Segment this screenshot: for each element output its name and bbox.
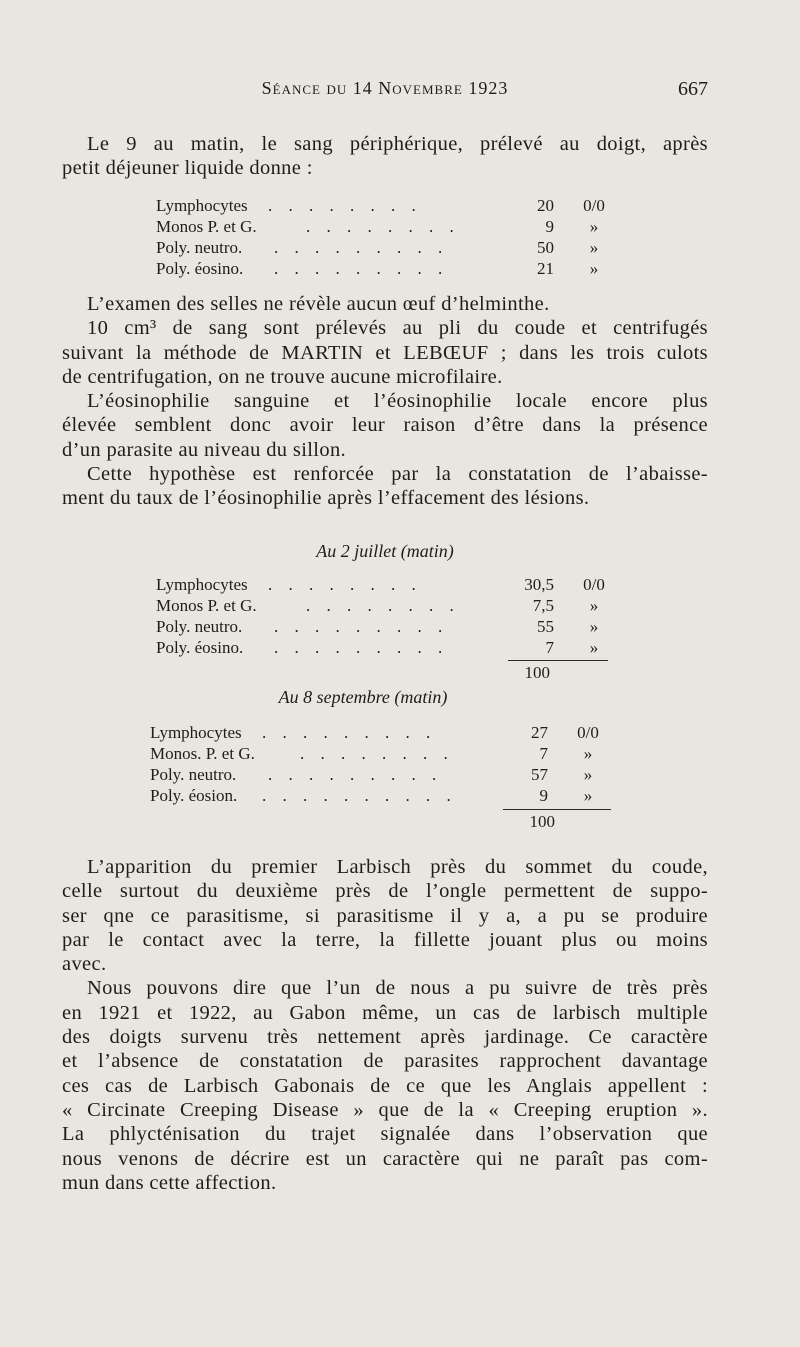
leader-dots: . . . . . . . . (300, 744, 454, 763)
text-line: avec. (62, 953, 107, 976)
intro-line: Le 9 au matin, le sang périphérique, prélevé au doigt, après (87, 133, 708, 155)
row-unit: » (589, 596, 599, 615)
text-line: Cette hypothèse est renforcée par la constatation de l’abaisse- (87, 463, 708, 486)
text-line: élevée semblent donc avoir leur raison d’être dans la présence (62, 414, 708, 437)
text-line: ser qne ce parasitisme, si parasitisme il y a, a pu se produire (62, 904, 708, 927)
table-row (150, 785, 620, 806)
row-label: Poly. neutro. (156, 617, 243, 636)
table-row (150, 722, 620, 743)
row-value: 30,5 (524, 575, 554, 594)
row-value: 7 (539, 744, 548, 763)
text-line: nous venons de décrire est un caractère qui ne paraît pas com- (62, 1147, 708, 1170)
table-row (156, 637, 626, 658)
leader-dots: . . . . . . . . . (268, 765, 443, 784)
row-value: 57 (531, 765, 548, 784)
text-line: ment du taux de l’éosinophilie après l’effacement des lésions. (62, 487, 590, 510)
row-label: Lymphocytes (150, 723, 242, 742)
text-line: Nous pouvons dire que l’un de nous a pu suivre de très près (87, 977, 708, 1000)
header-title: Séance du 14 Novembre 1923 (261, 78, 509, 98)
text-line: celle surtout du deuxième près de l’ongle permettent de suppo- (62, 880, 708, 903)
sum-rule (503, 809, 611, 810)
row-unit: » (583, 786, 593, 805)
row-value: 55 (537, 617, 554, 636)
text-line: mun dans cette affection. (62, 1171, 277, 1194)
row-unit: 0/0 (577, 723, 599, 742)
row-label: Poly. éosino. (156, 259, 244, 278)
leader-dots: . . . . . . . . (306, 596, 460, 615)
row-label: Monos P. et G. (156, 596, 257, 615)
leader-dots: . . . . . . . . . (262, 723, 437, 742)
row-unit: » (583, 744, 593, 763)
row-value: 9 (545, 217, 554, 236)
row-unit: 0/0 (583, 575, 605, 594)
row-label: Monos. P. et G. (150, 744, 255, 763)
row-value: 7,5 (532, 596, 554, 615)
table-row (156, 237, 626, 258)
row-label: Lymphocytes (156, 196, 248, 215)
row-label: Poly. éosion. (150, 786, 238, 805)
row-value: 9 (539, 786, 548, 805)
table-row (156, 595, 626, 616)
text-line: 10 cm³ de sang sont prélevés au pli du coude et centrifugés (87, 317, 708, 340)
row-label: Poly. neutro. (156, 238, 243, 257)
table-row (156, 258, 626, 279)
leader-dots: . . . . . . . . (268, 196, 422, 215)
row-unit: » (589, 617, 599, 636)
leader-dots: . . . . . . . . . (274, 259, 449, 278)
running-header (62, 78, 708, 102)
page-number: 667 (678, 78, 708, 100)
row-unit: 0/0 (583, 196, 605, 215)
row-unit: » (589, 259, 599, 278)
text-line: ces cas de Larbisch Gabonais de ce que les Anglais appellent : (62, 1074, 708, 1097)
text-line: « Circinate Creeping Disease » que de la « Creeping eruption ». (62, 1098, 708, 1121)
table-row (156, 195, 626, 216)
intro-line: petit déjeuner liquide donne : (62, 157, 313, 180)
table-total: 100 (524, 663, 550, 682)
row-label: Monos P. et G. (156, 217, 257, 236)
table-row (156, 616, 626, 637)
table-row (150, 764, 620, 785)
table-blood-count-9 (156, 195, 626, 279)
leader-dots: . . . . . . . . . . (262, 786, 457, 805)
table-blood-count-september (150, 722, 620, 806)
intro-paragraph (62, 132, 708, 181)
row-unit: » (589, 638, 599, 657)
table-title-september: Au 8 septembre (matin) (278, 687, 448, 707)
leader-dots: . . . . . . . . (268, 575, 422, 594)
row-unit: » (583, 765, 593, 784)
leader-dots: . . . . . . . . . (274, 638, 449, 657)
row-value: 7 (545, 638, 554, 657)
table-row (156, 216, 626, 237)
leader-dots: . . . . . . . . . (274, 238, 449, 257)
body-paragraphs-1 (62, 292, 708, 511)
text-line: des doigts survenu très nettement après jardinage. Ce caractère (62, 1026, 708, 1049)
row-label: Lymphocytes (156, 575, 248, 594)
text-line: en 1921 et 1922, au Gabon même, un cas de larbisch multiple (62, 1001, 708, 1024)
table-row (150, 743, 620, 764)
table-title-july: Au 2 juillet (matin) (316, 541, 454, 561)
row-label: Poly. éosino. (156, 638, 244, 657)
text-line: et l’absence de constatation de parasites rapprochent davantage (62, 1050, 708, 1073)
text-line: La phlycténisation du trajet signalée dans l’observation que (62, 1123, 708, 1146)
text-line: d’un parasite au niveau du sillon. (62, 438, 347, 461)
text-line: L’examen des selles ne révèle aucun œuf d’helminthe. (87, 293, 550, 315)
text-line: suivant la méthode de MARTIN et LEBŒUF ; dans les trois culots (62, 341, 708, 364)
table-blood-count-july (156, 574, 626, 658)
leader-dots: . . . . . . . . (306, 217, 460, 236)
text-line: L’apparition du premier Larbisch près du sommet du coude, (87, 856, 708, 878)
row-label: Poly. neutro. (150, 765, 237, 784)
row-value: 21 (537, 259, 554, 278)
text-line: L’éosinophilie sanguine et l’éosinophilie locale encore plus (87, 390, 708, 413)
leader-dots: . . . . . . . . . (274, 617, 449, 636)
row-unit: » (589, 217, 599, 236)
table-total: 100 (529, 812, 555, 831)
row-unit: » (589, 238, 599, 257)
sum-rule (508, 660, 608, 661)
table-row (156, 574, 626, 595)
row-value: 50 (537, 238, 554, 257)
text-line: par le contact avec la terre, la fillette jouant plus ou moins (62, 928, 708, 951)
row-value: 27 (531, 723, 548, 742)
body-paragraphs-2 (62, 855, 708, 1195)
row-value: 20 (537, 196, 554, 215)
text-line: de centrifugation, on ne trouve aucune microfilaire. (62, 365, 503, 388)
